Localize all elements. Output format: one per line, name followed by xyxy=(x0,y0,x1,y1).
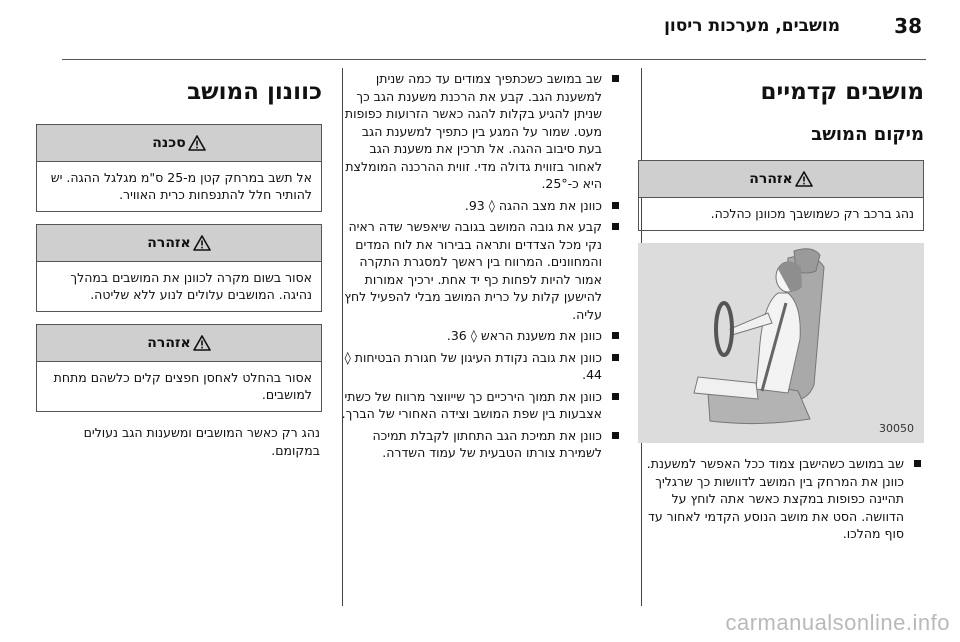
warning-box-header xyxy=(37,225,321,262)
warning-box-header xyxy=(639,161,923,198)
list-item: כוונן את מצב ההגה ◊ 93. xyxy=(338,197,622,215)
warning-box-storage xyxy=(36,324,322,412)
header-rule xyxy=(62,59,926,60)
list-item: קבע את גובה המושב בגובה שיאפשר שדה ראיה נקי מכל הצדדים ותראה בבירור את לוח המדים והמחוונים. המרווח בין ראשך למסגרת התקרה אמור להיות לפחות כף יד אחת. ירכיך אמורות להישען קלות על כרית המושב מבלי להפעיל לחץ עליה. xyxy=(338,218,622,323)
list-item: שב במושב כשכתפיך צמודים עד כמה שניתן למשענת הגב. קבע את הרכנת משענת הגב כך שניתן להגיע בקלות להגה כאשר הזרועות כפופות מעט. שמור על המגע בין כתפיך למשענת הגב בעת סיבוב ההגה. אל תרכין את משענת הגב לאחור בזווית גדולה מדי. זווית ההרכנה המומלצת היא כ-25°. xyxy=(338,70,622,193)
figure-code: 30050 xyxy=(879,422,914,435)
page-number: 38 xyxy=(894,14,922,38)
right-column xyxy=(638,66,924,547)
watermark: carmanualsonline.info xyxy=(725,610,950,635)
danger-box-header xyxy=(37,125,321,162)
driver-seated-illustration xyxy=(638,243,924,443)
seat-position-bullets xyxy=(638,455,924,543)
seat-adjust-bullets xyxy=(338,70,622,462)
lock-note: נהג רק כאשר המושבים ומשענות הגב נעולים במקומם. xyxy=(83,425,320,458)
left-column xyxy=(36,66,322,459)
danger-text: אל תשב במרחק קטן מ-25 ס"מ מגלגל ההגה. יש להותיר חלל להתנפחות כרית האוויר. xyxy=(50,170,312,202)
list-item: כוונן את תמוך הירכיים כך שייווצר מרווח של כשתי אצבעות בין שפת המושב וצידה האחורי של הברך. xyxy=(338,388,622,423)
warning-text: נהג ברכב רק כשמושבך מכוונן כהלכה. xyxy=(710,206,914,221)
seat-position-illustration xyxy=(638,243,924,443)
warning-triangle-icon xyxy=(193,335,211,351)
page-header-title: מושבים, מערכות ריסון xyxy=(664,16,840,36)
warning-text: אסור בהחלט לאחסן חפצים קלים כלשהם מתחת למושבים. xyxy=(53,370,312,402)
warning-label: אזהרה xyxy=(147,235,191,251)
list-item: כוונן את משענת הראש ◊ 36. xyxy=(338,327,622,345)
warning-label: אזהרה xyxy=(749,171,793,187)
warning-box-adjust xyxy=(36,224,322,312)
warning-triangle-icon xyxy=(193,235,211,251)
list-item: כוונן את תמיכת הגב התחתון לקבלת תמיכה לשמירת צורתו הטבעית של עמוד השדרה. xyxy=(338,427,622,462)
warning-triangle-icon xyxy=(795,171,813,187)
warning-label: אזהרה xyxy=(147,335,191,351)
warning-triangle-icon xyxy=(188,135,206,151)
section-title-seat-adjustment: כוונון המושב xyxy=(187,79,322,105)
sub-title-seat-position: מיקום המושב xyxy=(811,124,924,145)
warning-box-header xyxy=(37,325,321,362)
warning-box xyxy=(638,160,924,231)
danger-box xyxy=(36,124,322,212)
danger-label: סכנה xyxy=(152,135,186,151)
warning-text: אסור בשום מקרה לכוונן את המושבים במהלך נהיגה. המושבים עלולים לנוע ללא שליטה. xyxy=(70,270,312,302)
list-item: שב במושב כשהישבן צמוד ככל האפשר למשענת. כוונן את המרחק בין המושב לדוושות כך שרגליך תהיינה כפופות במקצת כאשר אתה לוחץ על הדוושה. הסט את מושב הנוסע הקדמי לאחור עד סוף מהלכו. xyxy=(638,455,924,543)
middle-column xyxy=(338,70,622,466)
section-title-front-seats: מושבים קדמיים xyxy=(760,79,924,105)
list-item: כוונן את גובה נקודת העיגון של חגורת הבטיחות ◊ 44. xyxy=(338,349,622,384)
